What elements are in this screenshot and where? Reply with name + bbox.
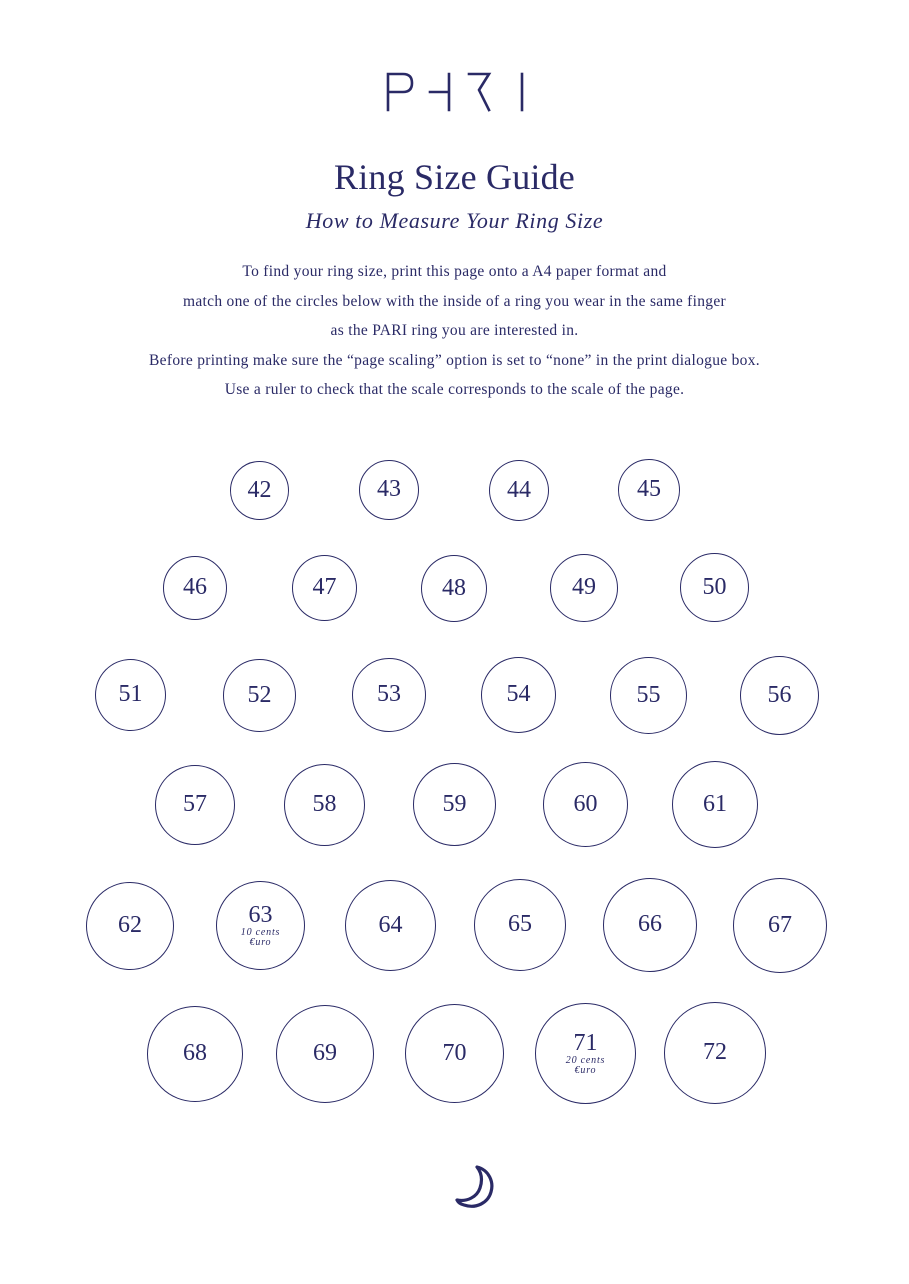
ring-size-59	[413, 763, 496, 846]
ring-size-label: 48	[442, 574, 466, 601]
ring-size-70	[405, 1004, 504, 1103]
ring-size-58	[284, 764, 365, 846]
coin-note-value: 10 cents	[240, 926, 281, 938]
ring-size-50	[680, 553, 749, 622]
ring-size-64	[345, 880, 436, 971]
page-subtitle: How to Measure Your Ring Size	[305, 208, 604, 233]
ring-size-60	[543, 762, 628, 847]
ring-size-label: 45	[637, 476, 661, 503]
ring-size-label: 50	[702, 573, 727, 600]
ring-size-label: 49	[572, 574, 596, 601]
ring-size-68	[147, 1006, 243, 1102]
ring-size-71	[535, 1003, 636, 1104]
ring-size-label: 55	[636, 681, 661, 708]
instruction-line: Use a ruler to check that the scale corresponds to the scale of the page.	[224, 381, 685, 398]
ring-size-label: 57	[183, 791, 207, 818]
ring-size-label: 52	[247, 681, 272, 708]
ring-size-label: 64	[378, 911, 403, 938]
ring-size-61	[672, 761, 758, 848]
instruction-line: To find your ring size, print this page onto a A4 paper format and	[242, 263, 667, 280]
ring-size-label: 56	[767, 681, 792, 708]
ring-size-56	[740, 656, 819, 735]
ring-size-label: 67	[768, 911, 792, 938]
instruction-line: match one of the circles below with the inside of a ring you wear in the same finger	[183, 292, 726, 310]
ring-size-72	[664, 1002, 766, 1104]
ring-size-label: 46	[183, 574, 207, 601]
ring-size-label: 60	[573, 790, 598, 817]
ring-size-48	[421, 555, 487, 622]
ring-size-label: 61	[703, 790, 727, 817]
ring-size-45	[618, 459, 680, 521]
ring-size-label: 47	[312, 574, 337, 601]
ring-size-67	[733, 878, 827, 973]
brand-logo	[0, 70, 909, 114]
instruction-line: Before printing make sure the “page scaling” option is set to “none” in the print dialogue box.	[149, 351, 760, 369]
ring-size-label: 72	[703, 1039, 727, 1066]
ring-size-49	[550, 554, 618, 622]
ring-size-44	[489, 460, 549, 521]
ring-size-51	[95, 659, 166, 731]
ring-size-label: 59	[442, 790, 467, 817]
ring-size-label: 70	[442, 1039, 467, 1066]
coin-note-currency: €uro	[249, 936, 272, 948]
ring-size-53	[352, 658, 426, 732]
ring-size-label: 51	[118, 681, 143, 708]
ring-size-52	[223, 659, 296, 732]
ring-size-label: 53	[377, 681, 401, 708]
coin-note-currency: €uro	[574, 1064, 597, 1076]
ring-size-66	[603, 878, 697, 972]
ring-size-55	[610, 657, 687, 734]
coin-note-value: 20 cents	[565, 1054, 606, 1066]
coin-note	[217, 928, 304, 948]
ring-size-label: 62	[118, 912, 142, 939]
ring-size-label: 65	[508, 911, 532, 938]
ring-size-label: 66	[638, 911, 662, 938]
crescent-moon-icon	[455, 1164, 497, 1210]
ring-size-label: 58	[312, 791, 337, 818]
ring-size-label: 71	[573, 1029, 598, 1056]
ring-size-label: 54	[506, 681, 531, 708]
ring-size-57	[155, 765, 235, 845]
ring-size-46	[163, 556, 227, 620]
ring-size-43	[359, 460, 419, 520]
ring-size-label: 42	[247, 476, 272, 503]
ring-size-65	[474, 879, 566, 971]
ring-size-label: 63	[248, 901, 273, 928]
ring-size-69	[276, 1005, 374, 1103]
ring-size-42	[230, 461, 289, 520]
coin-note	[536, 1056, 635, 1076]
ring-size-label: 43	[377, 476, 401, 503]
pari-logo-mark	[385, 70, 525, 114]
ring-size-62	[86, 882, 174, 970]
ring-size-label: 68	[183, 1040, 207, 1067]
ring-size-label: 44	[507, 476, 531, 503]
instruction-line: as the PARI ring you are interested in.	[330, 322, 579, 339]
ring-size-47	[292, 555, 357, 621]
instructions	[0, 259, 909, 407]
ring-size-label: 69	[313, 1040, 337, 1067]
ring-size-63	[216, 881, 305, 970]
page-title: Ring Size Guide	[334, 157, 575, 197]
ring-size-54	[481, 657, 556, 733]
